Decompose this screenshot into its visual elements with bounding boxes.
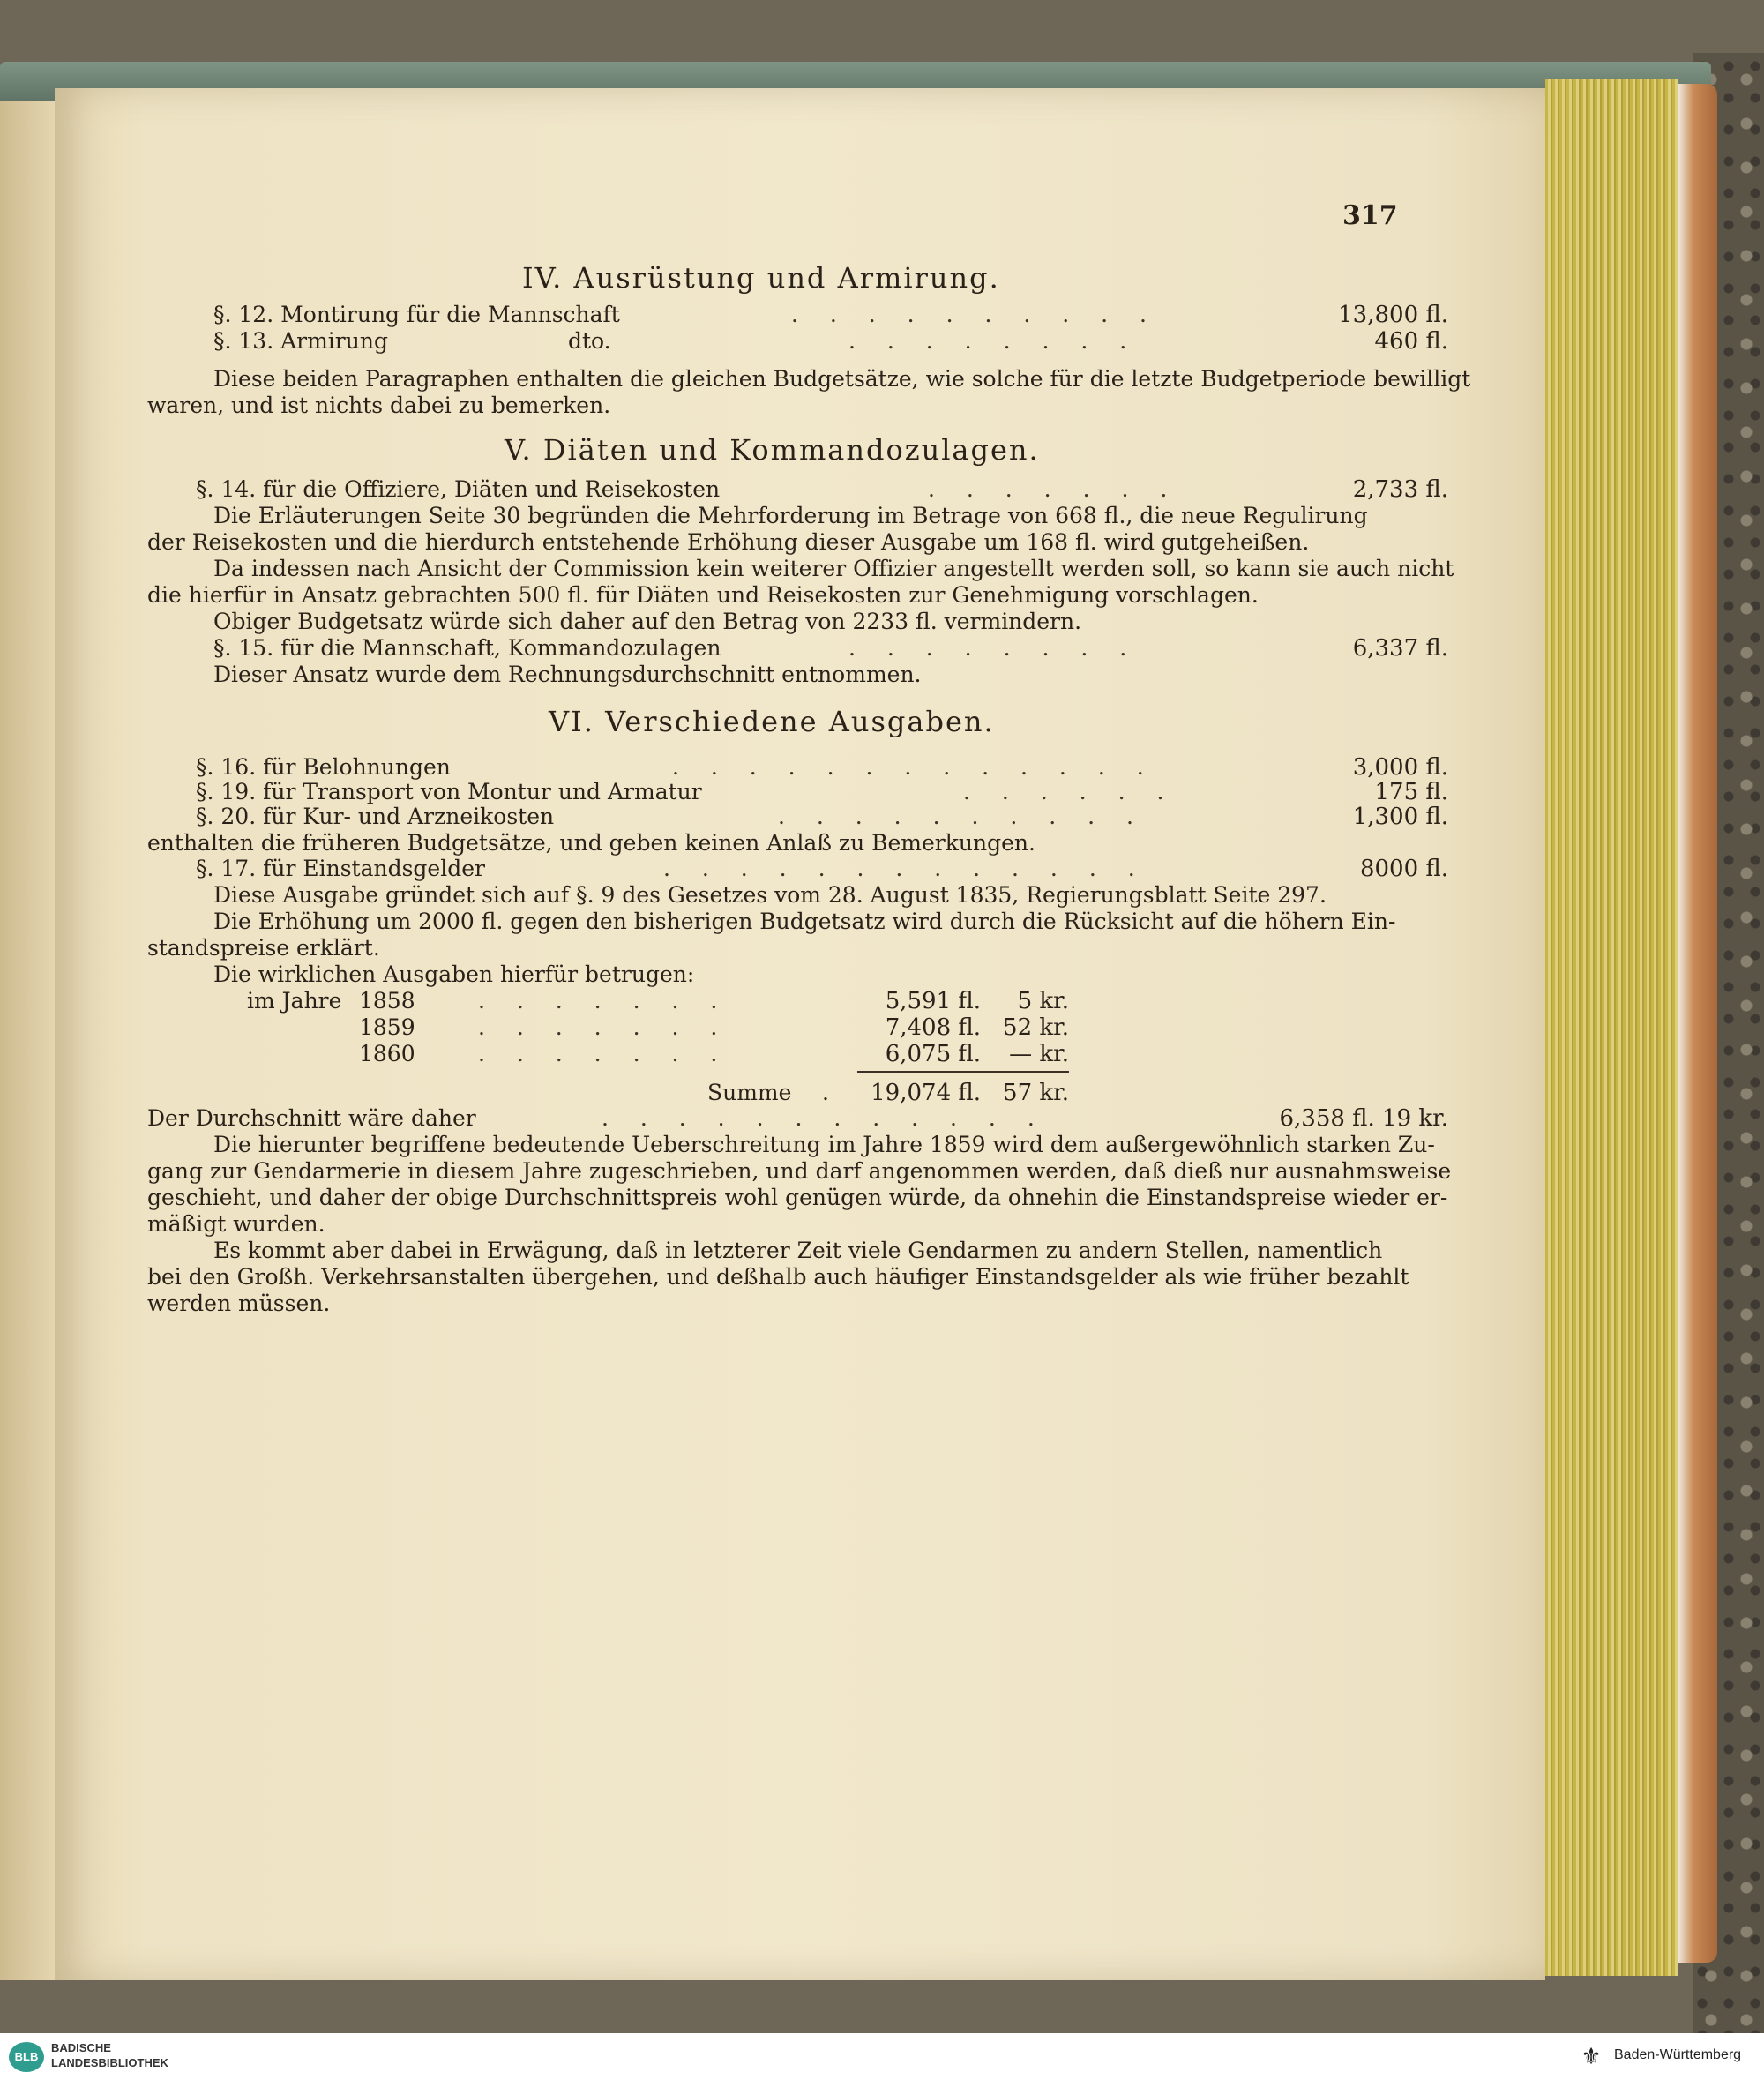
baden-wuerttemberg-label[interactable]: Baden-Württemberg — [1614, 2047, 1742, 2062]
sum-fl: 19,074 fl. — [871, 1080, 981, 1106]
item-17-leader: . . . . . . . . . . . . . — [663, 856, 1147, 881]
table-row-1-prefix: im Jahre — [247, 988, 342, 1014]
sum-label: Summe — [707, 1080, 792, 1105]
section-v-para1-line2: der Reisekosten und die hierdurch entstehende Erhöhung dieser Ausgabe um 168 fl. wird gutgeheißen. — [147, 529, 1310, 555]
book-page — [55, 88, 1545, 1980]
section-v-para1-line1: Die Erläuterungen Seite 30 begründen die Mehrforderung im Betrage von 668 fl., die neue Regulirung — [213, 503, 1368, 528]
item-15-amount: 6,337 fl. — [1352, 635, 1448, 662]
section-iv-para-line2: waren, und ist nichts dabei zu bemerken. — [147, 393, 611, 418]
average-leader: . . . . . . . . . . . . — [602, 1105, 1047, 1131]
table-row-2-kr: 52 kr. — [1003, 1014, 1069, 1041]
item-20-leader: . . . . . . . . . . — [778, 804, 1146, 829]
item-13-extra: dto. — [568, 328, 611, 354]
item-13-label: §. 13. Armirung — [213, 328, 388, 354]
section-vi-para4-line2: bei den Großh. Verkehrsanstalten übergehen, und deßhalb auch häufiger Einstandsgelder als wie früher bezahlt — [147, 1264, 1409, 1290]
item-15-leader: . . . . . . . . — [848, 635, 1140, 661]
cover-edge — [1678, 84, 1717, 1963]
section-vi-para3-line2: gang zur Gendarmerie in diesem Jahre zugeschrieben, und darf angenommen werden, daß dieß nur ausnahmsweise — [147, 1158, 1452, 1184]
table-row-1-kr: 5 kr. — [1017, 988, 1069, 1014]
item-15-label: §. 15. für die Mannschaft, Kommandozulagen — [213, 635, 721, 661]
section-v-para2-line1: Da indessen nach Ansicht der Commission kein weiterer Offizier angestellt werden soll, so kann sie auch nicht — [213, 556, 1454, 581]
table-row-3-fl: 6,075 fl. — [885, 1041, 981, 1067]
table-intro: Die wirklichen Ausgaben hierfür betrugen: — [213, 961, 695, 987]
table-row-1-fl: 5,591 fl. — [885, 988, 981, 1014]
table-row-3-kr: — kr. — [1009, 1041, 1069, 1067]
table-row-1-year: 1858 — [359, 988, 415, 1014]
section-vi-para3-line4: mäßigt wurden. — [147, 1211, 325, 1237]
item-16-label: §. 16. für Belohnungen — [196, 754, 451, 780]
sum-kr: 57 kr. — [1003, 1080, 1069, 1106]
item-14-amount: 2,733 fl. — [1352, 476, 1448, 503]
sum-rule — [857, 1071, 1069, 1073]
section-vi-heading: VI. Verschiedene Ausgaben. — [549, 705, 995, 738]
item-12-amount: 13,800 fl. — [1338, 302, 1448, 328]
table-row-3-leader: . . . . . . . — [478, 1041, 730, 1066]
section-v-heading: V. Diäten und Kommandozulagen. — [505, 433, 1040, 467]
section-vi-para1: Diese Ausgabe gründet sich auf §. 9 des Gesetzes vom 28. August 1835, Regierungsblatt Seite 297. — [213, 882, 1327, 908]
item-19-leader: . . . . . . — [963, 779, 1177, 804]
baden-wuerttemberg-crest-icon: ⚜ — [1581, 2043, 1602, 2069]
section-vi-para2-line2: standspreise erklärt. — [147, 935, 380, 961]
item-17-label: §. 17. für Einstandsgelder — [196, 856, 485, 881]
section-vi-items-note: enthalten die früheren Budgetsätze, und geben keinen Anlaß zu Bemerkungen. — [147, 830, 1035, 856]
section-vi-para3-line3: geschieht, und daher der obige Durchschnittspreis wohl genügen würde, da ohnehin die Einstandspreise wieder er- — [147, 1185, 1448, 1210]
blb-name-line1: BADISCHE — [51, 2041, 111, 2054]
item-12-label: §. 12. Montirung für die Mannschaft — [213, 302, 620, 327]
item-19-label: §. 19. für Transport von Montur und Armatur — [196, 779, 702, 804]
item-17-amount: 8000 fl. — [1359, 856, 1448, 882]
section-vi-para4-line3: werden müssen. — [147, 1291, 331, 1316]
item-16-amount: 3,000 fl. — [1352, 754, 1448, 781]
table-row-1-leader: . . . . . . . — [478, 988, 730, 1014]
section-vi-para4-line1: Es kommt aber dabei in Erwägung, daß in letzterer Zeit viele Gendarmen zu andern Stellen, namentlich — [213, 1238, 1383, 1263]
average-amount: 6,358 fl. 19 kr. — [1279, 1105, 1448, 1132]
table-row-2-fl: 7,408 fl. — [885, 1014, 981, 1041]
blb-name-line2: LANDESBIBLIOTHEK — [51, 2056, 168, 2069]
blb-name — [51, 2040, 168, 2070]
item-20-amount: 1,300 fl. — [1352, 804, 1448, 830]
section-vi-para3-line1: Die hierunter begriffene bedeutende Ueberschreitung im Jahre 1859 wird dem außergewöhnlich starken Zu- — [213, 1132, 1435, 1157]
item-14-leader: . . . . . . . — [928, 476, 1180, 502]
footer-bar — [0, 2033, 1764, 2080]
section-iv-para-line1: Diese beiden Paragraphen enthalten die gleichen Budgetsätze, wie solche für die letzte Budgetperiode bewilligt — [213, 366, 1471, 392]
average-label: Der Durchschnitt wäre daher — [147, 1105, 476, 1131]
item-13-amount: 460 fl. — [1374, 328, 1448, 355]
table-row-2-leader: . . . . . . . — [478, 1014, 730, 1040]
page-number: 317 — [1342, 200, 1398, 231]
blb-logo[interactable]: BLB — [9, 2042, 44, 2072]
section-v-para3: Obiger Budgetsatz würde sich daher auf den Betrag von 2233 fl. vermindern. — [213, 609, 1082, 634]
item-19-amount: 175 fl. — [1374, 779, 1448, 805]
item-20-label: §. 20. für Kur- und Arzneikosten — [196, 804, 555, 829]
section-iv-heading: IV. Ausrüstung und Armirung. — [522, 261, 1000, 295]
page-fore-edge — [1545, 79, 1678, 1976]
item-14-label: §. 14. für die Offiziere, Diäten und Reisekosten — [196, 476, 721, 502]
item-16-leader: . . . . . . . . . . . . . — [672, 754, 1156, 780]
item-13-leader: . . . . . . . . — [848, 328, 1140, 354]
table-row-2-year: 1859 — [359, 1014, 415, 1040]
section-vi-para2-line1: Die Erhöhung um 2000 fl. gegen den bisherigen Budgetsatz wird durch die Rücksicht auf die höhern Ein- — [213, 909, 1396, 934]
item-12-leader: . . . . . . . . . . — [791, 302, 1159, 327]
section-v-para2-line2: die hierfür in Ansatz gebrachten 500 fl. für Diäten und Reisekosten zur Genehmigung vorschlagen. — [147, 582, 1259, 608]
section-v-para4: Dieser Ansatz wurde dem Rechnungsdurchschnitt entnommen. — [213, 662, 922, 687]
sum-leader: . — [822, 1080, 829, 1105]
table-row-3-year: 1860 — [359, 1041, 415, 1066]
